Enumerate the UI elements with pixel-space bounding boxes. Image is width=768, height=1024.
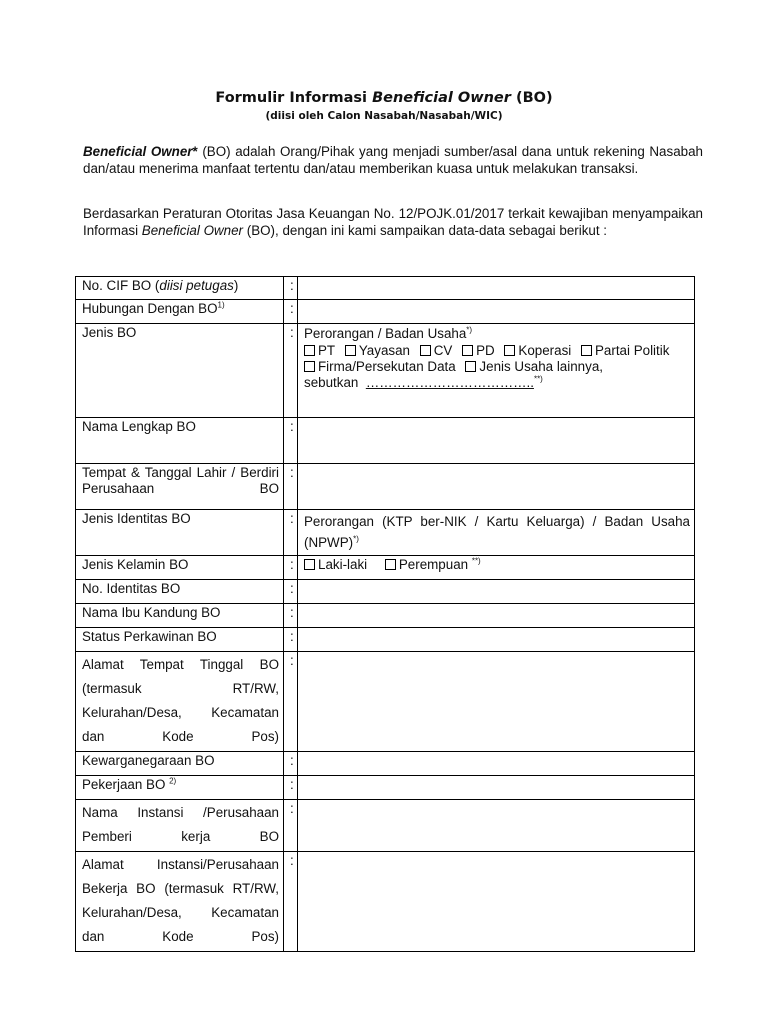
label-hubungan: Hubungan Dengan BO$^{1)}$	[76, 300, 284, 324]
field-alamat-instansi[interactable]	[298, 852, 695, 952]
field-no-identitas[interactable]	[298, 580, 695, 604]
checkbox-jenis-usaha-lainnya[interactable]	[465, 361, 476, 372]
row-no-identitas: No. Identitas BO :	[76, 580, 695, 604]
field-tempat-tanggal[interactable]	[298, 464, 695, 510]
row-jenis-identitas: Jenis Identitas BO : Perorangan (KTP ber-NIK / Kartu Keluarga) / Badan Usaha (NPWP)*)	[76, 510, 695, 556]
checkbox-firma[interactable]	[304, 361, 315, 372]
checkbox-yayasan[interactable]	[345, 345, 356, 356]
field-jenis-bo: Perorangan / Badan Usaha*) PT Yayasan CV PD Koperasi Partai Politik Firma/Persekutan Data Jenis Usaha lainnya, sebutkan ………………………………..**)	[298, 324, 695, 418]
field-nama-ibu[interactable]	[298, 604, 695, 628]
row-status-kawin: Status Perkawinan BO :	[76, 628, 695, 652]
checkbox-laki-laki[interactable]	[304, 559, 315, 570]
label-alamat-instansi: Alamat Instansi/Perusahaan Bekerja BO (termasuk RT/RW, Kelurahan/Desa, Kecamatan dan Kode Pos)	[76, 852, 284, 952]
checkbox-perempuan[interactable]	[385, 559, 396, 570]
row-jenis-kelamin: Jenis Kelamin BO : Laki-laki Perempuan **)	[76, 556, 695, 580]
form-title: Formulir Informasi Beneficial Owner (BO)	[215, 90, 553, 106]
label-tempat-tanggal: Tempat & Tanggal Lahir / Berdiri Perusahaan BO	[76, 464, 284, 510]
field-pekerjaan[interactable]	[298, 776, 695, 800]
intro-paragraph-2: Berdasarkan Peraturan Otoritas Jasa Keuangan No. 12/POJK.01/2017 terkait kewajiban menyampaikan Informasi Beneficial Owner (BO), dengan ini kami sampaikan data-data sebagai berikut :	[83, 206, 703, 238]
field-jenis-kelamin: Laki-laki Perempuan **)	[298, 556, 695, 580]
row-hubungan: Hubungan Dengan BO$^{1)}$ :	[76, 300, 695, 324]
field-nama-instansi[interactable]	[298, 800, 695, 852]
label-alamat-tinggal: Alamat Tempat Tinggal BO (termasuk RT/RW, Kelurahan/Desa, Kecamatan dan Kode Pos)	[76, 652, 284, 752]
field-kewarganegaraan[interactable]	[298, 752, 695, 776]
field-hubungan[interactable]	[298, 300, 695, 324]
label-nama-lengkap: Nama Lengkap BO	[76, 418, 284, 464]
checkbox-pt[interactable]	[304, 345, 315, 356]
row-alamat-instansi: Alamat Instansi/Perusahaan Bekerja BO (termasuk RT/RW, Kelurahan/Desa, Kecamatan dan Kode Pos) :	[76, 852, 695, 952]
field-cif[interactable]	[298, 277, 695, 300]
label-cif: No. CIF BO (diisi petugas)	[76, 277, 284, 300]
field-status-kawin[interactable]	[298, 628, 695, 652]
label-jenis-bo: Jenis BO	[76, 324, 284, 418]
label-jenis-identitas: Jenis Identitas BO	[76, 510, 284, 556]
label-kewarganegaraan: Kewarganegaraan BO	[76, 752, 284, 776]
checkbox-pd[interactable]	[462, 345, 473, 356]
checkbox-koperasi[interactable]	[504, 345, 515, 356]
row-pekerjaan: Pekerjaan BO $^{2)}$ :	[76, 776, 695, 800]
field-jenis-identitas: Perorangan (KTP ber-NIK / Kartu Keluarga) / Badan Usaha (NPWP)*)	[298, 510, 695, 556]
label-nama-ibu: Nama Ibu Kandung BO	[76, 604, 284, 628]
row-jenis-bo: Jenis BO : Perorangan / Badan Usaha*) PT Yayasan CV PD Koperasi Partai Politik Firma/Persekutan Data Jenis Usaha lainnya, sebutkan ………………………………..**)	[76, 324, 695, 418]
row-tempat-tanggal: Tempat & Tanggal Lahir / Berdiri Perusahaan BO :	[76, 464, 695, 510]
intro-paragraph-1: Beneficial Owner* (BO) adalah Orang/Pihak yang menjadi sumber/asal dana untuk rekening Nasabah dan/atau menerima manfaat tertentu dan/atau memberikan kuasa untuk melakukan transaksi.	[83, 144, 703, 176]
field-alamat-tinggal[interactable]	[298, 652, 695, 752]
field-nama-lengkap[interactable]	[298, 418, 695, 464]
label-no-identitas: No. Identitas BO	[76, 580, 284, 604]
row-nama-instansi: Nama Instansi /Perusahaan Pemberi kerja BO :	[76, 800, 695, 852]
label-status-kawin: Status Perkawinan BO	[76, 628, 284, 652]
checkbox-partai-politik[interactable]	[581, 345, 592, 356]
label-pekerjaan: Pekerjaan BO $^{2)}$	[76, 776, 284, 800]
label-jenis-kelamin: Jenis Kelamin BO	[76, 556, 284, 580]
checkbox-cv[interactable]	[420, 345, 431, 356]
row-nama-ibu: Nama Ibu Kandung BO :	[76, 604, 695, 628]
row-alamat-tinggal: Alamat Tempat Tinggal BO (termasuk RT/RW, Kelurahan/Desa, Kecamatan dan Kode Pos) :	[76, 652, 695, 752]
bo-form-table	[75, 276, 695, 952]
form-subtitle: (diisi oleh Calon Nasabah/Nasabah/WIC)	[265, 110, 503, 122]
row-kewarganegaraan: Kewarganegaraan BO :	[76, 752, 695, 776]
row-nama-lengkap: Nama Lengkap BO :	[76, 418, 695, 464]
label-nama-instansi: Nama Instansi /Perusahaan Pemberi kerja BO	[76, 800, 284, 852]
row-cif: No. CIF BO (diisi petugas) :	[76, 277, 695, 300]
sebutkan-field[interactable]: ………………………………..	[365, 375, 534, 390]
